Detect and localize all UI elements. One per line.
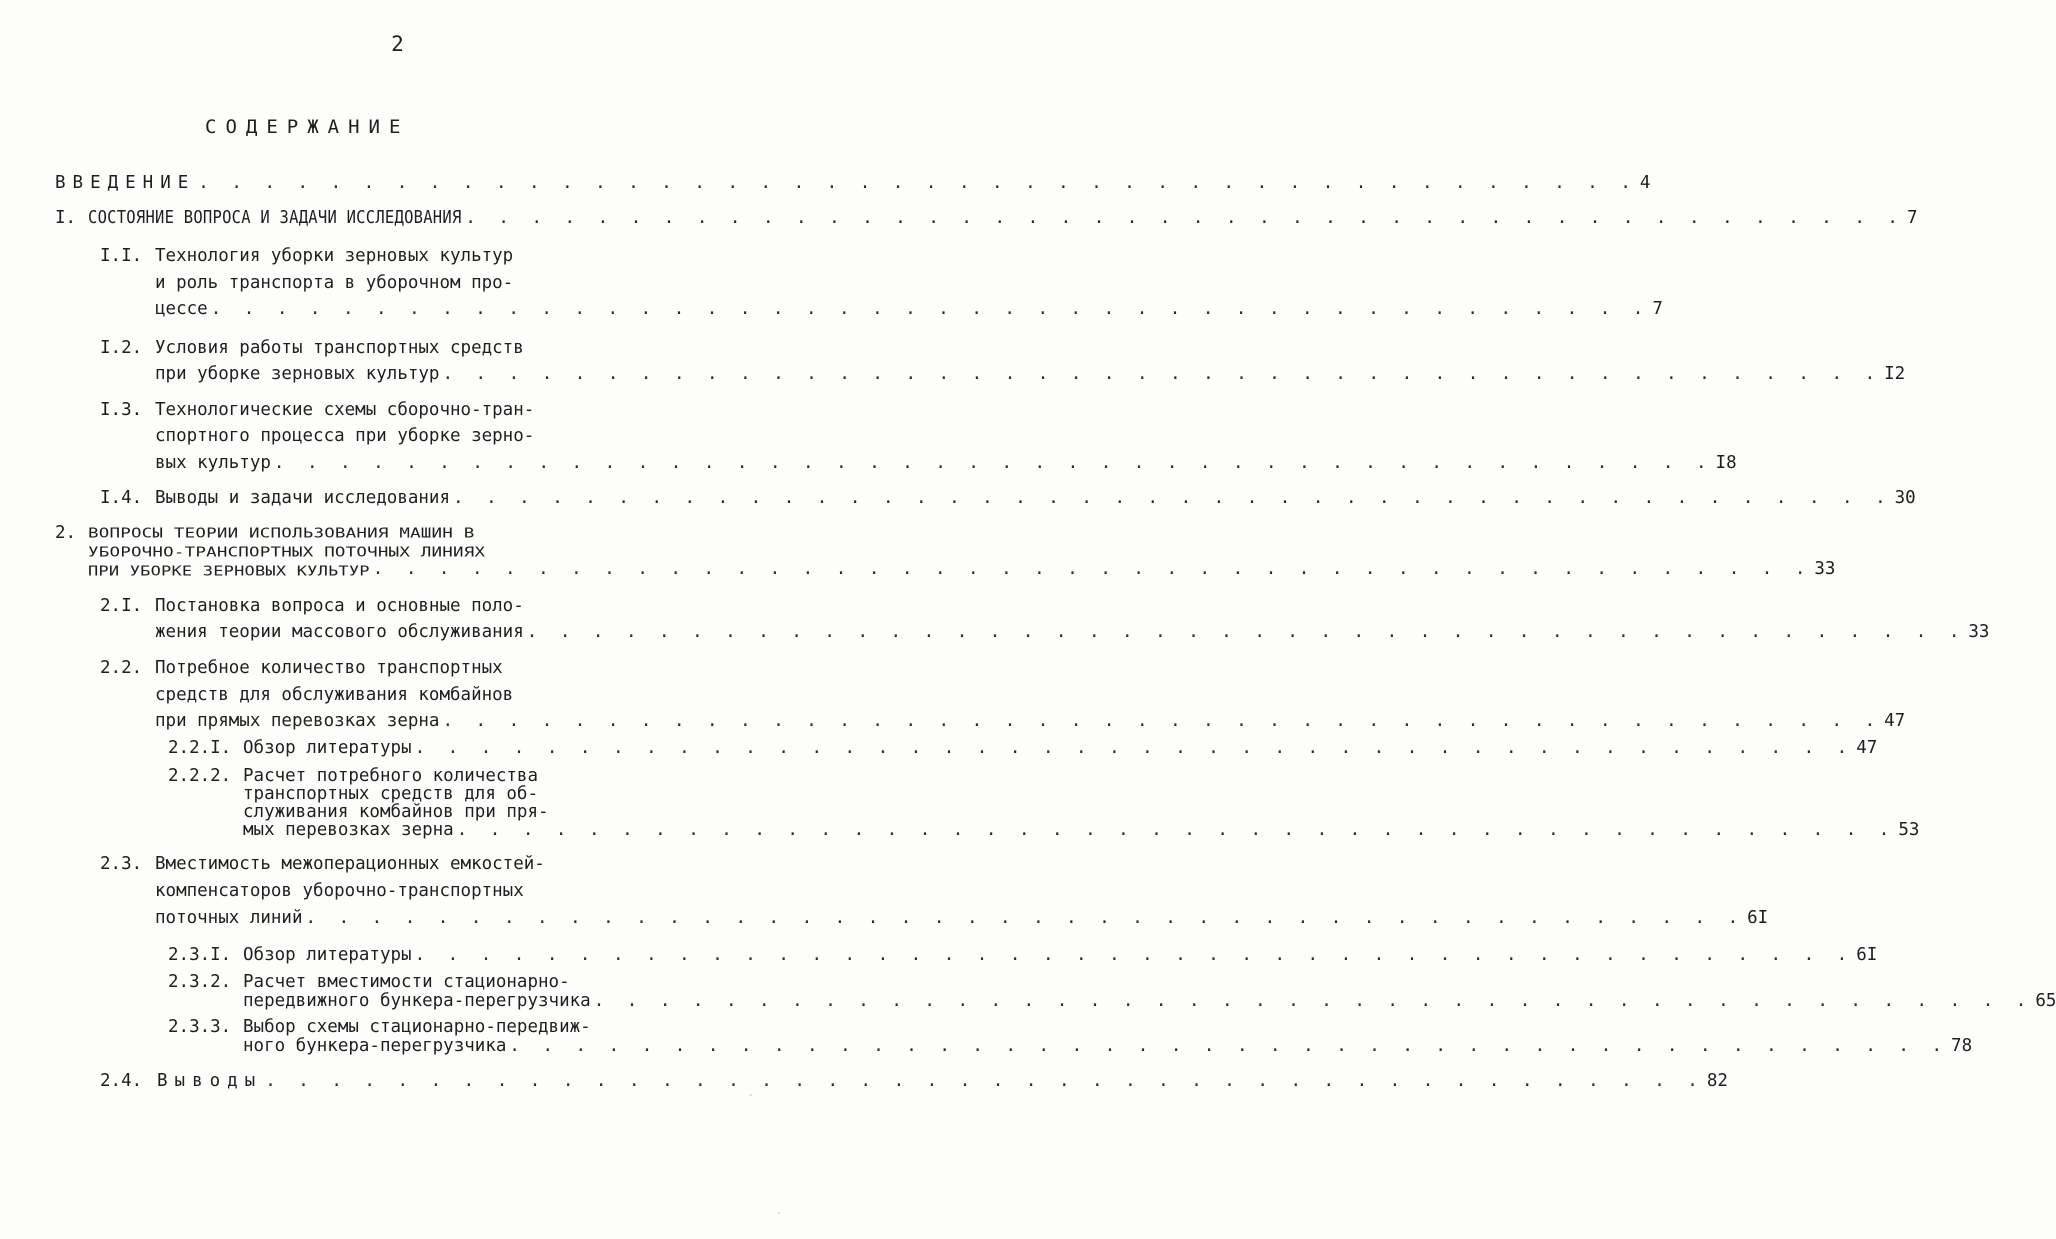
toc-entry-chapter-2 [88,558,1836,580]
dot-leader: . . . . . . . . . . . . . . . . . . . . . . . . . . . . . . . . . . . . . . . . . . . . [442,364,1882,384]
toc-entry-text: компенсаторов уборочно-транспортных [155,881,524,901]
toc-entry-text: Технология уборки зерновых культур [155,246,514,266]
toc-entry-text: поточных линий [155,908,303,928]
toc-entry-text: вых культур [155,453,271,473]
toc-entry-2-2-2 [243,819,1920,841]
toc-entry-2-4 [157,1070,1728,1092]
toc-entry-number: I.2. [100,338,143,358]
toc-entry-text: и роль транспорта в уборочном про- [155,273,514,293]
toc-entry-text: транспортных средств для об- [243,784,539,804]
toc-entry-number: 2.3.2. [168,972,232,992]
toc-page-number: 47 [1884,711,1906,731]
toc-page-number: 4 [1639,173,1651,193]
toc-page-number: 65 [2035,991,2056,1011]
toc-entry-number: I.3. [100,400,143,420]
scan-speck: ˊ [748,1094,755,1105]
toc-entry-text: СОСТОЯНИЕ ВОПРОСА И ЗАДАЧИ ИССЛЕДОВАНИЯ [88,207,462,228]
toc-entry-1-4 [155,487,1916,509]
dot-leader: . . . . . . . . . . . . . . . . . . . . . . . . . . . . . . . . . . . . . . . . . . . . [265,1071,1704,1091]
toc-entry-text: спортного процесса при уборке зерно- [155,426,535,446]
toc-entry-text: служивания комбайнов при пря- [243,802,549,822]
toc-entry-text: при уборке зерновых культур [155,364,440,384]
dot-leader: . . . . . . . . . . . . . . . . . . . . . . . . . . . . . . . . . . . . . . . . . . . . [456,820,1896,840]
toc-page-number: 7 [1652,299,1663,319]
toc-entry-text: Вместимость межоперационных емкостей- [155,854,545,874]
toc-entry-text: передвижного бункера-перегрузчика [243,991,591,1011]
dot-leader: . . . . . . . . . . . . . . . . . . . . . . . . . . . . . . . . . . . . . . . . . . . . [198,173,1637,193]
toc-entry-text: Выбор схемы стационарно-передвиж- [243,1017,591,1037]
toc-entry-1-3 [155,452,1737,474]
toc-entry-text: Технологические схемы сборочно-тран- [155,400,535,420]
toc-entry-number: 2.3. [100,854,143,874]
dot-leader: . . . . . . . . . . . . . . . . . . . . . . . . . . . . . . . . . . . . . . . . . . . . [372,559,1812,579]
toc-page-number: 30 [1894,488,1916,508]
toc-page-number: I8 [1715,453,1737,473]
toc-page-number: 6I [1856,945,1878,965]
toc-entry-number: I.I. [100,246,143,266]
toc-entry-text: при прямых перевозках зерна [155,711,440,731]
dot-leader: . . . . . . . . . . . . . . . . . . . . . . . . . . . . . . . . . . . . . . . . . . . . [414,945,1854,965]
toc-entry-text: Выводы [157,1071,263,1091]
toc-page-number: 47 [1856,738,1878,758]
toc-entry-2-3 [155,907,1769,929]
toc-entry-text: мых перевозках зерна [243,820,454,840]
toc-entry-2-2 [155,710,1906,732]
toc-entry-text: Обзор литературы [243,945,412,965]
toc-page-number: 53 [1898,820,1920,840]
toc-page-number: 33 [1968,622,1990,642]
dot-leader: . . . . . . . . . . . . . . . . . . . . . . . . . . . . . . . . . . . . . . . . . . . . [453,488,1892,508]
toc-entry-number: 2.3.3. [168,1017,232,1037]
toc-entry-2-2-1 [243,737,1878,759]
toc-page-number: 78 [1951,1036,1973,1056]
toc-entry-number: I.4. [100,488,143,508]
dot-leader: . . . . . . . . . . . . . . . . . . . . . . . . . . . . . . . . . . . . . . . . . . . . [593,991,2033,1011]
toc-entry-number: 2. [55,523,77,543]
toc-entry-chapter-1 [55,207,1918,229]
toc-page-number: 7 [1906,208,1918,228]
toc-entry-1-1 [155,298,1663,320]
dot-leader: . . . . . . . . . . . . . . . . . . . . . . . . . . . . . . . . . . . . . . . . . . . . [442,711,1882,731]
toc-entry-2-3-1 [243,944,1878,966]
toc-entry-text: Постановка вопроса и основные поло- [155,596,524,616]
toc-entry-number: 2.4. [100,1071,143,1091]
toc-entry-text: Выводы и задачи исследования [155,488,451,508]
toc-page-number: I2 [1884,364,1906,384]
toc-entry-text: ПРИ УБОРКЕ ЗЕРНОВЫХ КУЛЬТУР [88,563,370,580]
page-number: 2 [391,32,404,56]
toc-entry-text: Обзор литературы [243,738,412,758]
toc-entry-text: Потребное количество транспортных [155,658,503,678]
toc-entry-number: 2.2.I. [168,738,232,758]
toc-page-number: 33 [1814,559,1836,579]
toc-entry-number: 2.2.2. [168,766,232,786]
toc-entry-1-2 [155,363,1906,385]
toc-entry-text: цессе [155,299,208,319]
toc-entry-number: 2.I. [100,596,143,616]
toc-entry-text: ВОПРОСЫ ТЕОРИИ ИСПОЛЬЗОВАНИЯ МАШИН В [88,525,475,542]
dot-leader: . . . . . . . . . . . . . . . . . . . . . . . . . . . . . . . . . . . . . . . . . . . . [526,622,1966,642]
toc-entry-text: ВВЕДЕНИЕ [55,173,196,193]
dot-leader: . . . . . . . . . . . . . . . . . . . . . . . . . . . . . . . . . . . . . . . . . . . . [273,453,1713,473]
scan-speck: ˊ [776,1212,783,1223]
toc-entry-text: Условия работы транспортных средств [155,338,524,358]
toc-entry-2-3-2 [243,990,2056,1012]
toc-entry-2-3-3 [243,1035,1973,1057]
page-title: СОДЕРЖАНИЕ [205,116,410,138]
dot-leader: . . . . . . . . . . . . . . . . . . . . . . . . . . . . . . . . . . . . . . . . . . . . [305,908,1745,928]
toc-page-number: 82 [1706,1071,1728,1091]
toc-entry-text: Расчет потребного количества [243,766,539,786]
toc-entry-text: УБОРОЧНО-ТРАНСПОРТНЫХ ПОТОЧНЫХ ЛИНИЯХ [88,544,486,561]
toc-entry-number: I. [55,208,77,228]
toc-entry-text: средств для обслуживания комбайнов [155,685,514,705]
dot-leader: . . . . . . . . . . . . . . . . . . . . . . . . . . . . . . . . . . . . . . . . . . . . [414,738,1854,758]
toc-entry-number: 2.2. [100,658,143,678]
toc-entry-text: ного бункера-перегрузчика [243,1036,507,1056]
toc-page-number: 6I [1747,908,1769,928]
dot-leader: . . . . . . . . . . . . . . . . . . . . . . . . . . . . . . . . . . . . . . . . . . . . [210,299,1650,319]
toc-entry-2-1 [155,621,1990,643]
toc-entry-number: 2.3.I. [168,945,232,965]
toc-entry-intro [55,172,1651,194]
toc-entry-text: Расчет вместимости стационарно- [243,972,570,992]
dot-leader: . . . . . . . . . . . . . . . . . . . . . . . . . . . . . . . . . . . . . . . . . . . . [509,1036,1949,1056]
dot-leader: . . . . . . . . . . . . . . . . . . . . . . . . . . . . . . . . . . . . . . . . . . . . [465,208,1904,228]
toc-entry-text: жения теории массового обслуживания [155,622,524,642]
